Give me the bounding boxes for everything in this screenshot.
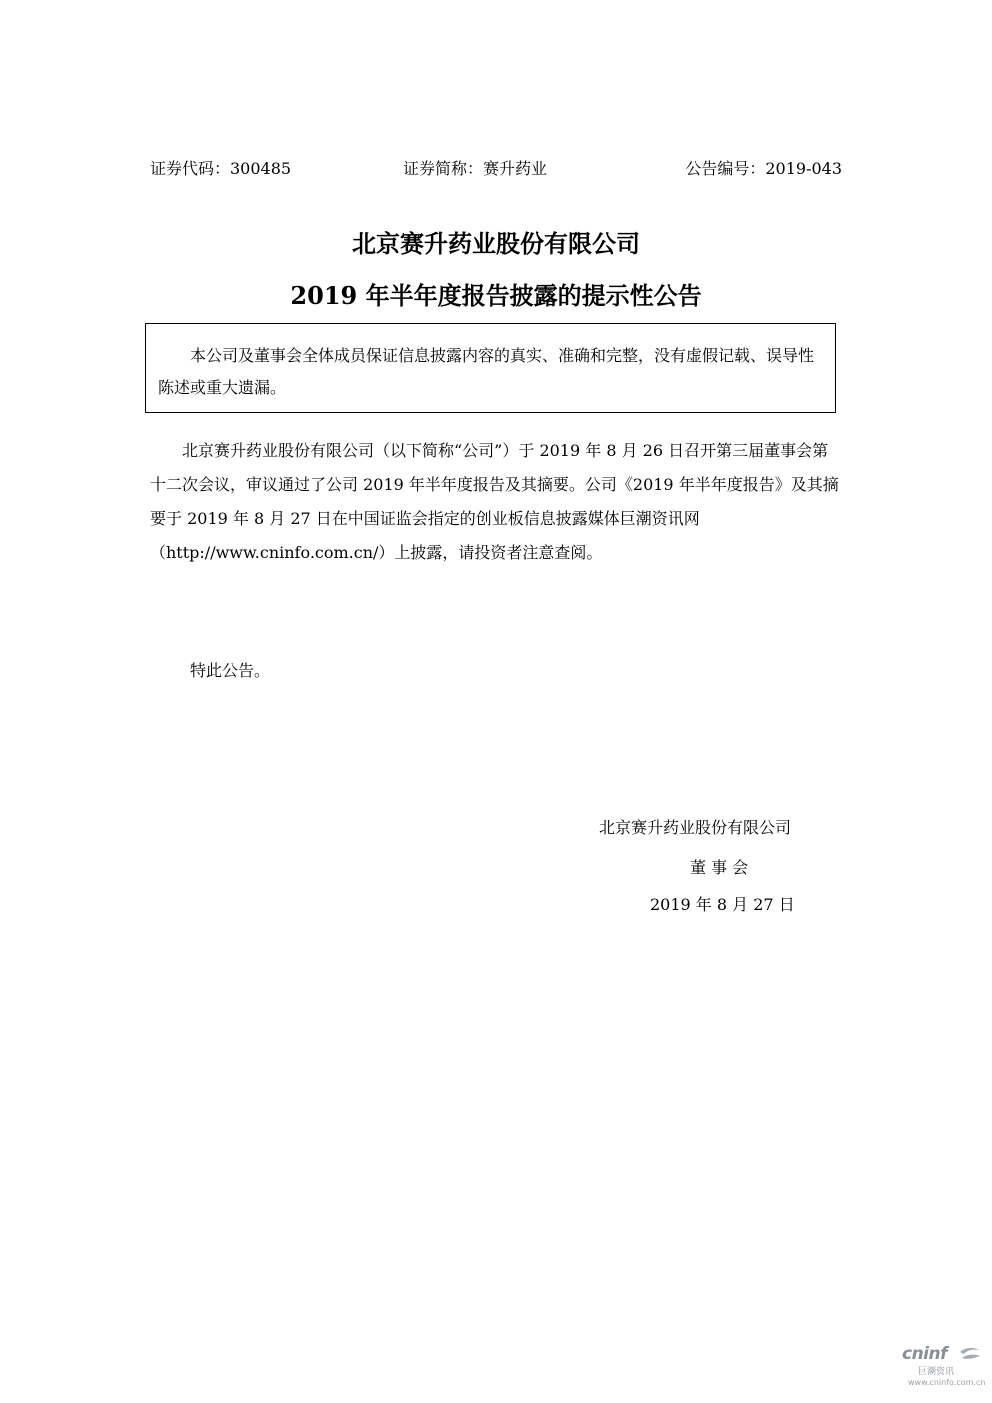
body-paragraph: 北京赛升药业股份有限公司（以下简称“公司”）于 2019 年 8 月 26 日召开第三届董事会第十二次会议，审议通过了公司 2019 年半年度报告及其摘要。公司《2019 年半年度报告》及其摘要于 2019 年 8 月 27 日在中国证监会指定的创业板信息披露媒体巨潮资讯网（http://www.cninfo.com.cn/）上披露，请投资者注意查阅。 [150,441,839,562]
signature-board: 董 事 会 [690,858,749,877]
logo-chinese-name: 巨潮资讯 [918,1367,955,1377]
logo-swirl-icon [957,1346,983,1364]
logo-wordmark: cninf [902,1344,948,1364]
notice-text: 本公司及董事会全体成员保证信息披露内容的真实、准确和完整，没有虚假记载、误导性陈述或重大遗漏。 [158,346,815,397]
stock-short-name: 证券简称：赛升药业 [403,159,548,178]
signature-date: 2019 年 8 月 27 日 [650,895,795,914]
stock-code: 证券代码：300485 [150,159,292,178]
notice-box [145,323,836,413]
closing-statement: 特此公告。 [190,661,271,680]
announcement-title: 2019 年半年度报告披露的提示性公告 [290,281,702,310]
company-title: 北京赛升药业股份有限公司 [352,229,640,258]
logo-url: www.cninfo.com.cn [908,1378,986,1387]
announcement-number: 公告编号：2019-043 [685,159,842,178]
signature-company: 北京赛升药业股份有限公司 [599,818,792,837]
cninfo-logo [902,1344,986,1394]
